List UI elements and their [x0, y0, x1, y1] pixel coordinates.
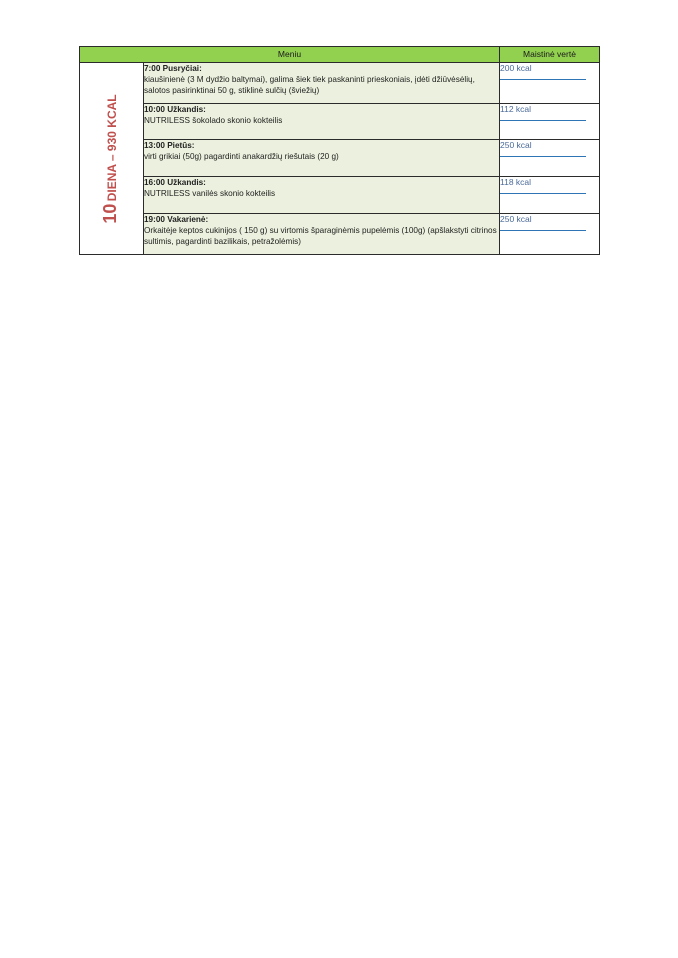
kcal-value: 250 kcal — [500, 214, 532, 224]
meal-cell — [144, 214, 500, 255]
meal-title: 13:00 Pietūs: — [144, 141, 195, 150]
kcal-value: 250 kcal — [500, 140, 532, 150]
meal-description: kiaušinienė (3 M dydžio baltymai), galima šiek tiek paskaninti prieskoniais, įdėti džiūvėsėlių, salotos pasirinktinai 50 g, stiklinė sulčių (šviežių) — [144, 75, 475, 95]
header-nutritional-value: Maistinė vertė — [500, 47, 600, 63]
day-label — [99, 93, 120, 224]
kcal-underline — [500, 79, 586, 80]
meal-cell — [144, 63, 500, 104]
meal-cell — [144, 177, 500, 214]
kcal-cell — [500, 177, 600, 214]
day-calories-label: DIENA – 930 KCAL — [104, 93, 119, 201]
kcal-cell — [500, 140, 600, 177]
meal-description: Orkaitėje keptos cukinijos ( 150 g) su virtomis šparaginėmis pupelėmis (100g) (apšlakstyti citrinos sultimis, pagardinti bazilikais, petražolėmis) — [144, 226, 497, 246]
meal-title: 10:00 Užkandis: — [144, 105, 206, 114]
kcal-cell — [500, 214, 600, 255]
day-label-cell — [80, 63, 144, 255]
kcal-underline — [500, 120, 586, 121]
kcal-value: 112 kcal — [500, 104, 532, 114]
day-number: 10 — [99, 203, 120, 224]
meal-title: 19:00 Vakarienė: — [144, 215, 209, 224]
table-row — [80, 104, 600, 140]
kcal-underline — [500, 193, 586, 194]
table-row — [80, 140, 600, 177]
meal-plan-table — [79, 46, 600, 255]
table-header-row — [80, 47, 600, 63]
meal-title: 7:00 Pusryčiai: — [144, 64, 202, 73]
kcal-underline — [500, 156, 586, 157]
kcal-value: 200 kcal — [500, 63, 532, 73]
kcal-underline — [500, 230, 586, 231]
header-menu: Meniu — [80, 47, 500, 63]
meal-description: virti grikiai (50g) pagardinti anakardžių riešutais (20 g) — [144, 152, 339, 161]
meal-cell — [144, 140, 500, 177]
kcal-cell — [500, 104, 600, 140]
table-row — [80, 63, 600, 104]
meal-description: NUTRILESS šokolado skonio kokteilis — [144, 116, 283, 125]
meal-title: 16:00 Užkandis: — [144, 178, 206, 187]
table-row — [80, 177, 600, 214]
kcal-cell — [500, 63, 600, 104]
meal-description: NUTRILESS vanilės skonio kokteilis — [144, 189, 276, 198]
table-row — [80, 214, 600, 255]
meal-cell — [144, 104, 500, 140]
kcal-value: 118 kcal — [500, 177, 532, 187]
